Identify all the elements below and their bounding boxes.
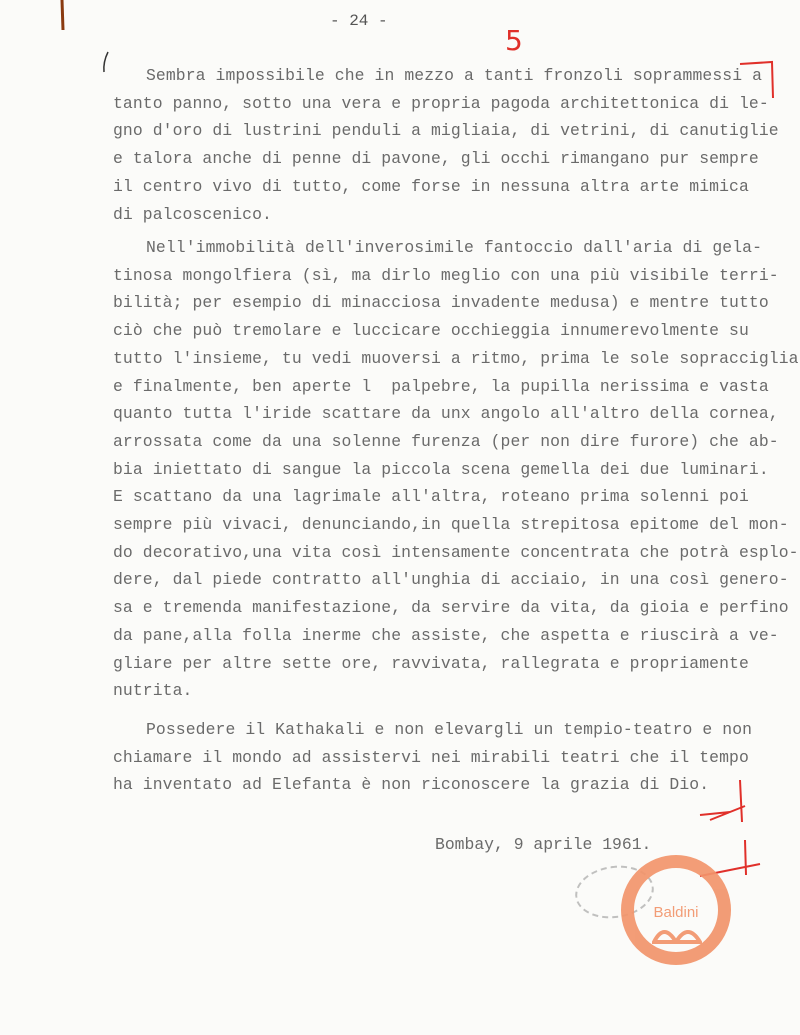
logo-text: Baldini xyxy=(653,904,699,921)
text-line: tanto panno, sotto una vera e propria pagoda architettonica di le- xyxy=(113,93,769,113)
text-line: e finalmente, ben aperte l palpebre, la pupilla nerissima e vasta xyxy=(113,376,769,396)
text-line: E scattano da una lagrimale all'altra, roteano prima solenni poi xyxy=(113,487,749,507)
text-line: chiamare il mondo ad assistervi nei mirabili teatri che il tempo xyxy=(113,747,749,767)
text-line: gno d'oro di lustrini penduli a migliaia, di vetrini, di canutiglie xyxy=(113,121,779,141)
text-line: tinosa mongolfiera (sì, ma dirlo meglio con una più visibile terri- xyxy=(113,265,779,285)
text-line: bilità; per esempio di minacciosa invadente medusa) e mentre tutto xyxy=(113,293,769,313)
text-line: Possedere il Kathakali e non elevargli un tempio-teatro e non xyxy=(146,720,753,739)
text-line: di palcoscenico. xyxy=(113,204,272,224)
red-page-annotation: 5 xyxy=(505,24,523,57)
text-line: quanto tutta l'iride scattare da unx angolo all'altro della cornea, xyxy=(113,404,779,424)
text-line: nutrita. xyxy=(113,681,193,701)
text-line: da pane,alla folla inerme che assiste, che aspetta e riuscirà a ve- xyxy=(113,625,779,645)
page-number: - 24 - xyxy=(330,12,388,30)
text-line: ha inventato ad Elefanta è non riconoscere la grazia di Dio. xyxy=(113,775,710,795)
logo-b-icon xyxy=(652,922,702,944)
text-line: sempre più vivaci, denunciando,in quella strepitosa epitome del mon- xyxy=(113,515,789,534)
text-line: tutto l'insieme, tu vedi muoversi a ritmo, prima le sole sopracciglia xyxy=(113,348,799,368)
signoff-date: Bombay, 9 aprile 1961. xyxy=(435,835,652,854)
text-line: dere, dal piede contratto all'unghia di acciaio, in una così genero- xyxy=(113,570,789,590)
text-line: gliare per altre sette ore, ravvivata, rallegrata e propriamente xyxy=(113,653,749,673)
text-line: il centro vivo di tutto, come forse in nessuna altra arte mimica xyxy=(113,176,749,196)
text-line: e talora anche di penne di pavone, gli occhi rimangano pur sempre xyxy=(113,149,759,169)
text-line: arrossata come da una solenne furenza (per non dire furore) che ab- xyxy=(113,431,779,451)
text-line: Sembra impossibile che in mezzo a tanti fronzoli soprammessi a xyxy=(146,66,763,85)
text-line: do decorativo,una vita così intensamente concentrata che potrà esplo- xyxy=(113,542,799,562)
text-line: Nell'immobilità dell'inverosimile fantoccio dall'aria di gela- xyxy=(146,238,763,257)
baldini-logo-watermark xyxy=(621,855,731,965)
text-line: bia iniettato di sangue la piccola scena gemella dei due luminari. xyxy=(113,459,769,479)
text-line: sa e tremenda manifestazione, da servire da vita, da gioia e perfino xyxy=(113,598,789,618)
text-line: ciò che può tremolare e luccicare occhieggia innumerevolmente su xyxy=(113,321,749,341)
